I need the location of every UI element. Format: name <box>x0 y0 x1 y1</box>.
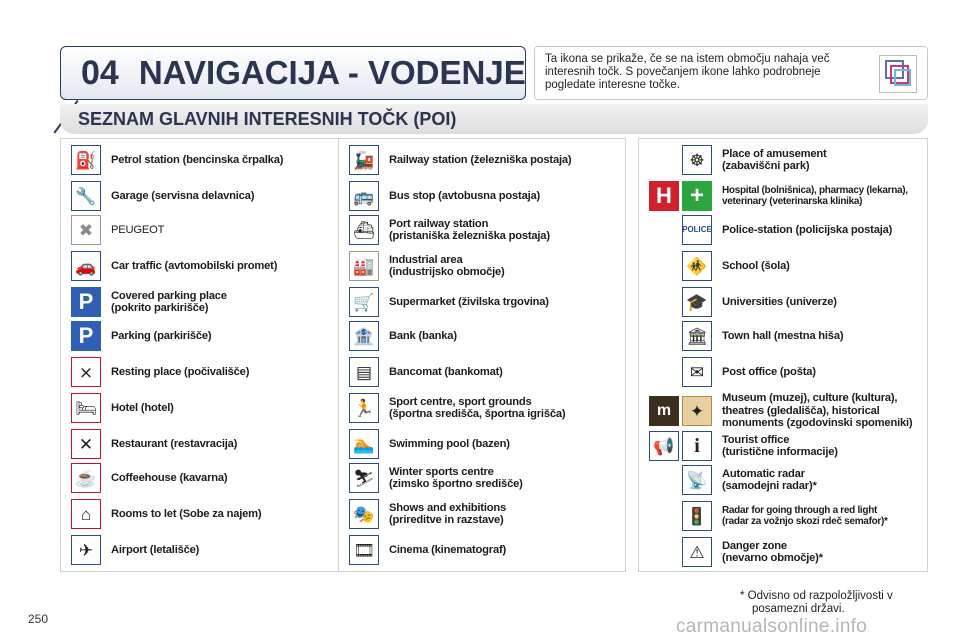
petrol-pump-icon: ⛽ <box>71 145 101 175</box>
poi-item <box>71 285 341 319</box>
section-title: SEZNAM GLAVNIH INTERESNIH TOČK (POI) <box>78 108 457 129</box>
train-icon: 🚂 <box>349 145 379 175</box>
poi-column-3 <box>638 138 928 572</box>
poi-label: Covered parking place (pokrito parkirišče) <box>111 289 227 314</box>
poi-label: Resting place (počivališče) <box>111 365 250 378</box>
poi-label: Cinema (kinematograf) <box>389 543 507 556</box>
poi-label: Shows and exhibitions (prireditve in razstave) <box>389 501 507 526</box>
poi-item <box>349 497 621 531</box>
poi-label: Swimming pool (bazen) <box>389 437 510 450</box>
poi-label: Place of amusement (zabaviščni park) <box>722 147 827 172</box>
poi-label: Railway station (železniška postaja) <box>389 153 572 166</box>
poi-item <box>349 533 621 567</box>
section-header <box>60 104 928 134</box>
poi-item <box>71 427 341 461</box>
poi-label: Restaurant (restavracija) <box>111 437 238 450</box>
poi-label: Post office (pošta) <box>722 365 816 378</box>
poi-item <box>649 429 923 463</box>
fork-knife-icon: ✕ <box>71 429 101 459</box>
poi-item <box>71 533 341 567</box>
chapter-number: 04 <box>81 53 119 92</box>
pharmacy-cross-icon: + <box>682 181 712 211</box>
info-icon: i <box>682 431 712 461</box>
page-number: 250 <box>28 612 49 626</box>
ferris-wheel-icon: ☸ <box>682 145 712 175</box>
tourist-speaker-icon: 📢 <box>649 431 679 461</box>
university-icon: 🎓 <box>682 287 712 317</box>
footnote-line-2: posamezni državi. <box>752 602 845 615</box>
info-text: Ta ikona se prikaže, če se na istem območju nahaja več interesnih točk. S povečanjem ikone lahko podrobneje pogledate interesne točke. <box>545 53 830 91</box>
poi-item <box>649 391 923 431</box>
theatre-masks-icon: 🎭 <box>349 499 379 529</box>
coffee-cup-icon: ☕ <box>71 463 101 493</box>
poi-item <box>349 461 621 495</box>
poi-label: Tourist office (turistične informacije) <box>722 433 838 458</box>
poi-label: Bank (banka) <box>389 329 457 342</box>
overlapping-squares-icon <box>879 55 917 93</box>
poi-label: Universities (univerze) <box>722 295 837 308</box>
poi-item <box>71 355 341 389</box>
poi-item <box>649 143 923 177</box>
poi-label: Airport (letališče) <box>111 543 200 556</box>
poi-item <box>349 391 621 425</box>
school-children-icon: 🚸 <box>682 251 712 281</box>
poi-label: Supermarket (živilska trgovina) <box>389 295 549 308</box>
poi-label: Bancomat (bankomat) <box>389 365 503 378</box>
info-panel <box>534 46 928 100</box>
poi-label: Winter sports centre (zimsko športno središče) <box>389 465 523 490</box>
poi-item <box>71 319 341 353</box>
watermark: carmanualsonline.info <box>676 616 868 637</box>
shopping-cart-icon: 🛒 <box>349 287 379 317</box>
bus-icon: 🚌 <box>349 181 379 211</box>
footnote-line-1: * Odvisno od razpoložljivosti v <box>740 590 893 602</box>
poi-item <box>649 285 923 319</box>
poi-item <box>649 179 923 213</box>
skier-icon: ⛷ <box>349 463 379 493</box>
poi-column-1 <box>60 138 346 572</box>
atm-icon: ▤ <box>349 357 379 387</box>
poi-item <box>71 213 341 247</box>
poi-label: Industrial area (industrijsko območje) <box>389 253 505 278</box>
poi-item <box>349 143 621 177</box>
poi-label: Garage (servisna delavnica) <box>111 189 255 202</box>
monument-icon: ✦ <box>682 396 712 426</box>
rooms-to-let-icon: ⌂ <box>71 499 101 529</box>
peugeot-tools-icon: ✖ <box>71 215 101 245</box>
poi-item <box>71 391 341 425</box>
poi-item <box>649 319 923 353</box>
poi-item <box>349 319 621 353</box>
car-traffic-icon: 🚗 <box>71 251 101 281</box>
poi-item <box>71 497 341 531</box>
poi-label: Car traffic (avtomobilski promet) <box>111 259 278 272</box>
red-light-radar-icon: 🚦 <box>682 501 712 531</box>
port-railway-icon: ⛴ <box>349 215 379 245</box>
resting-place-icon: ⨯ <box>71 357 101 387</box>
poi-item <box>71 143 341 177</box>
poi-item <box>71 249 341 283</box>
wrench-icon: 🔧 <box>71 181 101 211</box>
poi-item <box>71 461 341 495</box>
poi-label: Bus stop (avtobusna postaja) <box>389 189 541 202</box>
hospital-icon: H <box>649 181 679 211</box>
poi-label: Coffeehouse (kavarna) <box>111 471 228 484</box>
poi-item <box>349 249 621 283</box>
poi-column-2 <box>338 138 626 572</box>
envelope-icon: ✉ <box>682 357 712 387</box>
poi-label: Automatic radar (samodejni radar)* <box>722 467 817 492</box>
poi-label: Danger zone (nevarno območje)* <box>722 539 823 564</box>
poi-label: Sport centre, sport grounds (športna središča, športna igrišča) <box>389 395 566 420</box>
chapter-header <box>60 46 526 100</box>
parking-icon: P <box>71 321 101 351</box>
poi-item <box>649 499 923 533</box>
poi-label: Museum (muzej), culture (kultura), theatres (gledališča), historical monuments (zgodovinski spomeniki) <box>722 392 913 430</box>
poi-label: PEUGEOT <box>111 223 165 236</box>
airplane-icon: ✈ <box>71 535 101 565</box>
poi-label: Petrol station (bencinska črpalka) <box>111 153 284 166</box>
poi-item <box>349 179 621 213</box>
industrial-icon: 🏭 <box>349 251 379 281</box>
poi-label: Police-station (policijska postaja) <box>722 223 893 236</box>
poi-label: Hotel (hotel) <box>111 401 174 414</box>
poi-label: Hospital (bolnišnica), pharmacy (lekarna), veterinary (veterinarska klinika) <box>722 184 908 207</box>
museum-icon: m <box>649 396 679 426</box>
poi-label: School (šola) <box>722 259 790 272</box>
chapter-title: NAVIGACIJA - VODENJE <box>138 54 526 91</box>
swimmer-icon: 🏊 <box>349 429 379 459</box>
speed-radar-icon: 📡 <box>682 465 712 495</box>
police-icon: POLICE <box>682 215 712 245</box>
poi-item <box>349 285 621 319</box>
poi-item <box>349 213 621 247</box>
town-hall-icon: 🏛 <box>682 321 712 351</box>
hotel-bed-icon: 🛏 <box>71 393 101 423</box>
poi-label: Rooms to let (Sobe za najem) <box>111 507 262 520</box>
poi-item <box>349 427 621 461</box>
poi-item <box>649 213 923 247</box>
poi-item <box>649 535 923 569</box>
poi-label: Parking (parkirišče) <box>111 329 212 342</box>
film-strip-icon: 🎞 <box>349 535 379 565</box>
poi-label: Port railway station (pristaniška železniška postaja) <box>389 217 550 242</box>
poi-label: Radar for going through a red light (radar za vožnjo skozi rdeč semafor)* <box>722 504 888 527</box>
bank-icon: 🏦 <box>349 321 379 351</box>
poi-item <box>71 179 341 213</box>
sport-icon: 🏃 <box>349 393 379 423</box>
poi-item <box>649 463 923 497</box>
poi-label: Town hall (mestna hiša) <box>722 329 844 342</box>
footnote <box>740 590 893 615</box>
poi-item <box>649 355 923 389</box>
poi-item <box>649 249 923 283</box>
poi-item <box>349 355 621 389</box>
danger-zone-icon: ⚠ <box>682 537 712 567</box>
covered-parking-icon: P <box>71 287 101 317</box>
